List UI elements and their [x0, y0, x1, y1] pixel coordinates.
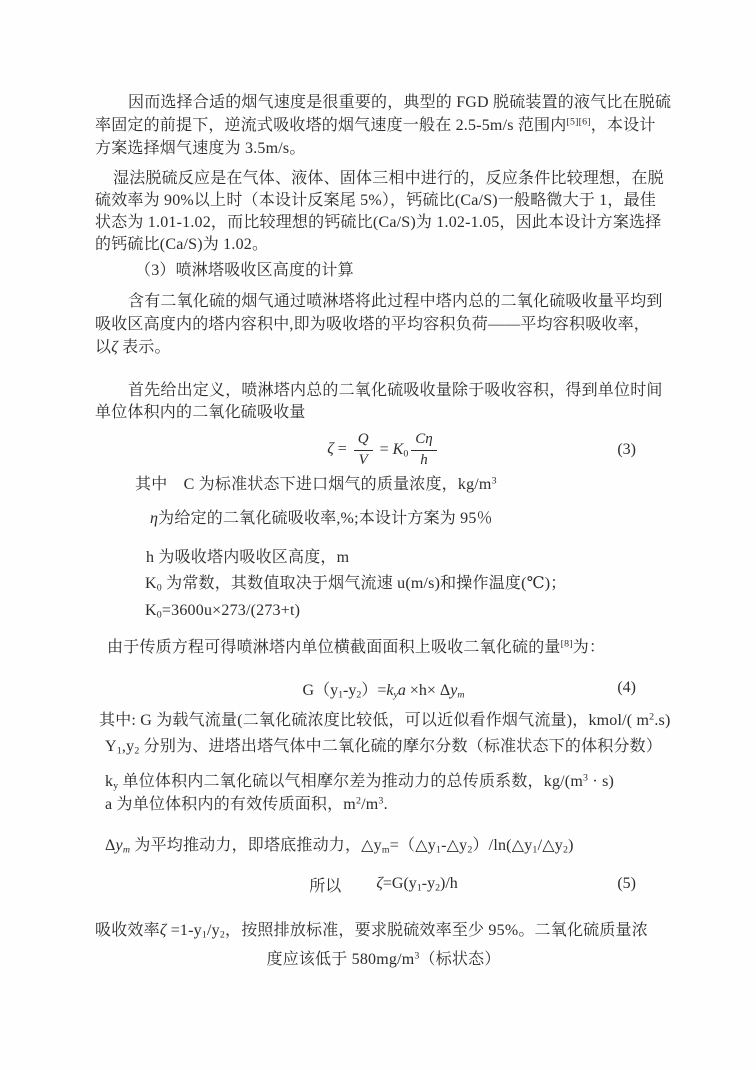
equation-3-middle: = $K_0$	[375, 440, 409, 460]
fraction-ceta-over-h	[411, 431, 436, 469]
text-line: 以ζ 表示。	[95, 339, 171, 356]
equation-4	[95, 677, 672, 699]
text-line: 湿法脱硫反应是在气体、液体、固体三相中进行的，反应条件比较理想，在脱	[113, 170, 664, 187]
definition-K0: $K_0$ 为常数，其数值取决于烟气流速 u(m/s)和操作温度(℃)；	[145, 575, 567, 594]
equation-number-3: (3)	[617, 441, 636, 458]
definition-y1-y2: $Y_1,y_2$ 分别为、进塔出塔气体中二氧化硫的摩尔分数（标准状态下的体积分数）	[105, 738, 663, 757]
fraction-numerator: Q	[354, 431, 373, 450]
equation-3	[95, 426, 672, 474]
text-line: 方案选择烟气速度为 3.5m/s。	[95, 140, 306, 157]
text-line: 吸收效率$\zeta =1-y_1/y_2$，按照排放标准，要求脱硫效率至少 95%。二氧化硫质量浓	[95, 922, 648, 941]
definition-ky: $k_y$ 单位体积内二氧化硫以气相摩尔差为推动力的总传质系数，$kg/(m^3 \cdot s)$	[105, 772, 615, 792]
section-heading-absorption-zone-height	[95, 260, 672, 281]
definition-C: 其中 C 为标准状态下进口烟气的质量浓度，$kg/m^3$	[135, 475, 497, 493]
fraction-numerator: Cη	[411, 431, 436, 450]
definition-eta: η为给定的二氧化硫吸收率,%;本设计方案为 95％	[150, 510, 493, 527]
paragraph-wet-desulfurization	[95, 168, 672, 256]
definition-delta-ym: $\Delta y_m$ 为平均推动力，即塔底推动力，$\triangle y_m=(\triangle y_1-\triangle y_2)/\ln(\triangle y_1/\triangle y_2)$	[105, 837, 574, 856]
equation-3-lhs: ζ =	[327, 440, 351, 458]
paragraph-definition-intro	[95, 380, 672, 424]
equation-5-expression: $\zeta=G(y_1-y_2)/h$	[376, 875, 458, 894]
heading-text: （3）喷淋塔吸收区高度的计算	[135, 262, 354, 279]
text-line: 率固定的前提下，逆流式吸收塔的烟气速度一般在 2.5-5m/s 范围内[5][6]，本设计	[95, 116, 656, 134]
fraction-denominator: h	[420, 451, 428, 468]
equation-number-5: (5)	[617, 875, 636, 892]
text-line: 度应该低于 $580mg/m^3$（标状态）	[266, 950, 501, 968]
fraction-denominator: V	[358, 451, 368, 468]
definition-list-equation-3	[95, 474, 672, 622]
text-line: 由于传质方程可得喷淋塔内单位横截面面积上吸收二氧化硫的量[8]为：	[107, 638, 606, 656]
text-line: 硫效率为 90%以上时（本设计反案尾 5%），钙硫比(Ca/S)一般略微大于 1，最佳	[95, 192, 657, 209]
definition-list-equation-4	[95, 710, 672, 857]
text-line: 吸收区高度内的塔内容积中,即为吸收塔的平均容积负荷——平均容积吸收率，	[95, 316, 651, 333]
definition-K0-formula: $K_0=3600u\times 273/(273+t)$	[145, 602, 301, 621]
paragraph-absorption-efficiency	[95, 920, 672, 971]
text-line: 首先给出定义，喷淋塔内总的二氧化硫吸收量除于吸收容积，得到单位时间	[128, 382, 663, 399]
equation-5	[95, 873, 672, 895]
definition-G: 其中: G 为载气流量(二氧化硫浓度比较低，可以近似看作烟气流量)，kmol/( $m^2.s$)	[99, 711, 671, 729]
equation-3-expression	[327, 431, 439, 469]
equation-4-expression: $G(y_1-y_2)=k_ya \times h\times \Delta y_m$	[302, 681, 465, 700]
equation-5-label: 所以	[309, 877, 342, 895]
definition-h: h 为吸收塔内吸收区高度，m	[146, 549, 350, 566]
paragraph-average-volume-absorption	[95, 290, 672, 359]
text-line: 单位体积内的二氧化硫吸收量	[95, 404, 306, 421]
paragraph-flue-gas-velocity	[95, 91, 672, 160]
definition-a: a 为单位体积内的有效传质面积，$m^2/m^3$.	[105, 795, 388, 813]
paragraph-mass-transfer	[95, 637, 672, 659]
text-line: 因而选择合适的烟气速度是很重要的，典型的 FGD 脱硫装置的液气比在脱硫	[128, 94, 672, 111]
text-line: 含有二氧化硫的烟气通过喷淋塔将此过程中塔内总的二氧化硫吸收量平均到	[128, 293, 663, 310]
text-line: 的钙硫比(Ca/S)为 1.02。	[95, 236, 269, 253]
fraction-q-over-v	[354, 431, 373, 469]
equation-number-4: (4)	[617, 679, 636, 696]
text-line: 状态为 1.01-1.02，而比较理想的钙硫比(Ca/S)为 1.02-1.05，因此本设计方案选择	[95, 214, 662, 231]
